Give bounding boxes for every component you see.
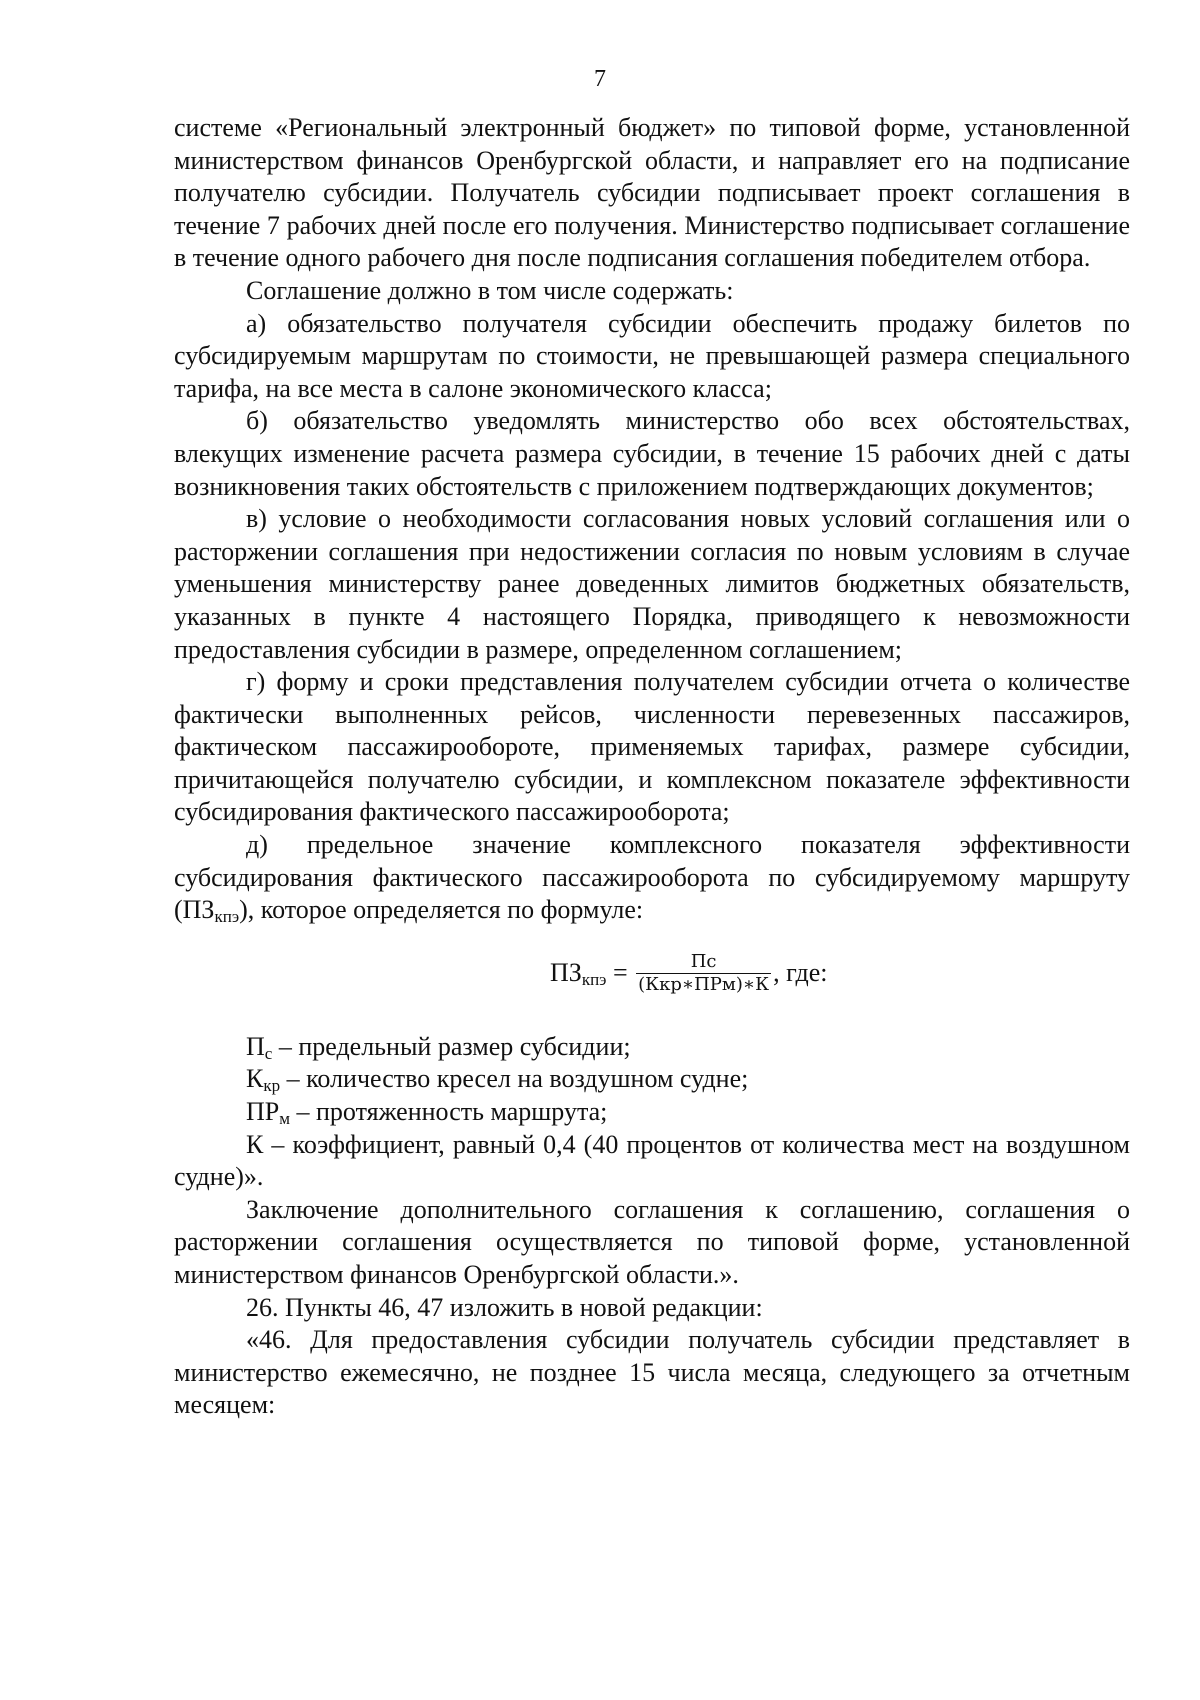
paragraph-agreement-intro: Соглашение должно в том числе содержать: [246, 275, 734, 305]
page-number: 7 [594, 66, 606, 92]
formula-block [174, 927, 1130, 1031]
formula-legend [174, 1031, 1130, 1129]
item-d-subscript: кпэ [214, 907, 240, 927]
document-body [174, 112, 1130, 1422]
formula-numerator: Пс [690, 950, 717, 972]
paragraph-continuation: системе «Региональный электронный бюджет» по типовой форме, установленной министерством финансов Оренбургской области, и направляет его на подписание получателю субсидии. Получатель субсидии подписывает проект соглашения в течение 7 рабочих дней после его получения. Министерство подписывает соглашение в течение одного рабочего дня после подписания соглашения победителем отбора. [174, 113, 1130, 273]
formula-lhs: $ПЗ_{кпэ}$ [550, 958, 607, 990]
legend-item-seats: $К_{кр}$ – количество кресел на воздушном судне; [246, 1064, 749, 1096]
paragraph-item-v: в) условие о необходимости согласования новых условий соглашения или о расторжении соглашения при недостижении согласия по новым условиям в случае уменьшения министерству ранее доведенных лимитов бюджетных обязательств, указанных в пункте 4 настоящего Порядка, приводящего к невозможности предоставления субсидии в размере, определенном соглашением; [174, 504, 1130, 664]
paragraph-item-26: 26. Пункты 46, 47 изложить в новой редакции: [246, 1292, 763, 1322]
formula-fraction [636, 951, 771, 997]
item-d-text-before: д) предельное значение комплексного показателя эффективности субсидирования фактического пассажирооборота по субсидируемому маршруту (ПЗ [174, 830, 1130, 925]
formula-equals: = [612, 958, 628, 988]
paragraph-item-a: а) обязательство получателя субсидии обеспечить продажу билетов по субсидируемым маршрутам по стоимости, не превышающей размера специального тарифа, на все места в салоне экономического класса; [174, 308, 1130, 403]
paragraph-item-g: г) форму и сроки представления получателем субсидии отчета о количестве фактически выполненных рейсов, численности перевезенных пассажиров, фактическом пассажирообороте, применяемых тарифах, размере субсидии, причитающейся получателю субсидии, и комплексном показателе эффективности субсидирования фактического пассажирооборота; [174, 667, 1130, 827]
legend-item-subsidy-limit: $П_с$ – предельный размер субсидии; [246, 1031, 631, 1063]
formula [550, 951, 827, 997]
formula-lhs-subscript: кпэ [581, 970, 607, 990]
paragraph-item-46: «46. Для предоставления субсидии получатель субсидии представляет в министерство ежемесячно, не позднее 15 числа месяца, следующего за отчетным месяцем: [174, 1325, 1130, 1420]
item-d-text-after: ), которое определяется по формуле: [239, 895, 644, 925]
paragraph-item-b: б) обязательство уведомлять министерство обо всех обстоятельствах, влекущих изменение расчета размера субсидии, в течение 15 рабочих дней с даты возникновения таких обстоятельств с приложением подтверждающих документов; [174, 406, 1130, 501]
legend-item-route-length: $ПР_м$ – протяженность маршрута; [246, 1097, 608, 1129]
paragraph-item-d [174, 829, 1130, 927]
formula-tail: , где: [773, 958, 828, 988]
paragraph-additional-agreement: Заключение дополнительного соглашения к соглашению, соглашения о расторжении соглашения осуществляется по типовой форме, установленной министерством финансов Оренбургской области.». [174, 1194, 1130, 1289]
paragraph-coefficient: К – коэффициент, равный 0,4 (40 процентов от количества мест на воздушном судне)». [174, 1129, 1130, 1192]
formula-denominator: (Ккр∗ПРм)∗К [638, 974, 770, 996]
